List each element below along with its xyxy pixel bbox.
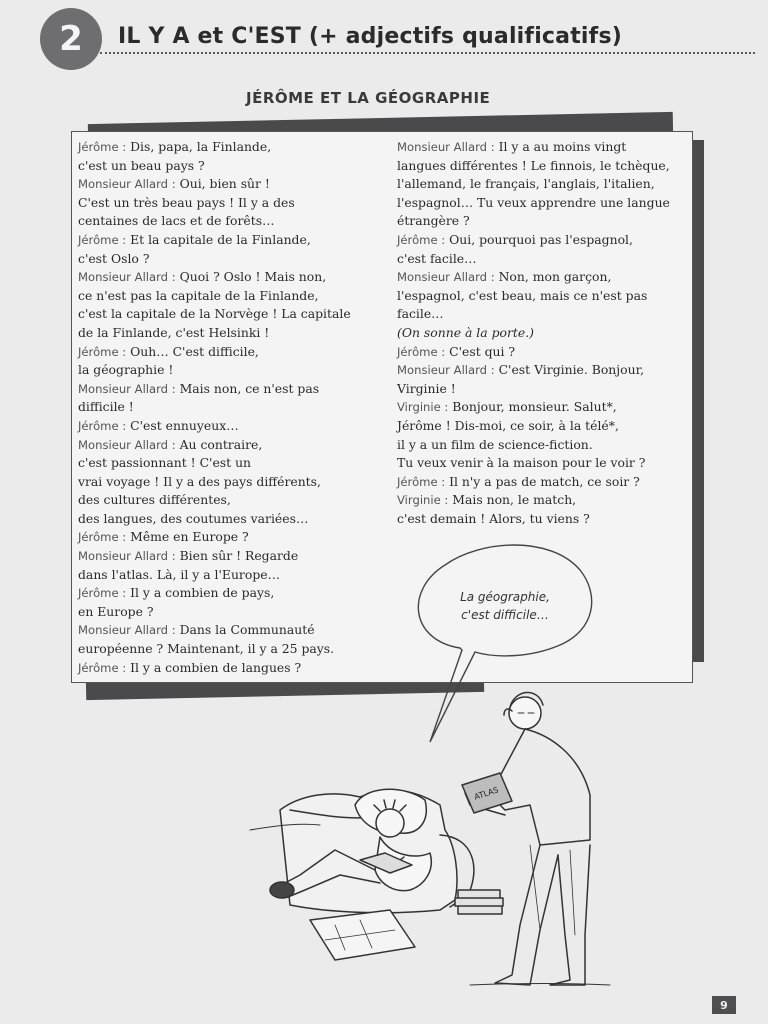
dialogue-text: des cultures différentes, <box>78 492 231 508</box>
dialogue-text: Virginie ! <box>397 380 456 396</box>
dialogue-text: c'est passionnant ! C'est un <box>78 455 252 471</box>
dialogue-line <box>78 324 378 343</box>
dialogue-line <box>397 398 687 417</box>
speaker-name: Jérôme : <box>78 586 127 601</box>
dialogue-line <box>78 510 378 529</box>
speaker-name: Monsieur Allard : <box>397 270 495 285</box>
speaker-name: Jérôme : <box>397 344 446 359</box>
dialogue-turn <box>397 361 687 398</box>
speaker-name: Monsieur Allard : <box>78 177 176 192</box>
dialogue-turn <box>397 473 687 492</box>
dialogue-text: il y a un film de science-fiction. <box>397 436 593 452</box>
dialogue-text: difficile ! <box>78 399 134 415</box>
dialogue-line <box>397 491 687 510</box>
speaker-name: Virginie : <box>397 400 449 415</box>
speaker-name: Monsieur Allard : <box>78 270 176 285</box>
dialogue-line <box>78 473 378 492</box>
chapter-number-badge: 2 <box>40 8 102 70</box>
title-dotted-rule <box>100 52 755 54</box>
dialogue-turn <box>78 528 378 547</box>
dialogue-text: c'est facile… <box>397 250 477 266</box>
dialogue-line <box>78 547 378 566</box>
dialogue-line <box>397 417 687 436</box>
dialogue-line <box>78 566 378 585</box>
dialogue-text: Oui, pourquoi pas l'espagnol, <box>445 231 633 247</box>
speaker-name: Jérôme : <box>397 474 446 489</box>
dialogue-text: Oui, bien sûr ! <box>175 176 270 192</box>
dialogue-line <box>397 361 687 380</box>
dialogue-turn <box>78 343 378 380</box>
dialogue-text: dans l'atlas. Là, il y a l'Europe… <box>78 566 280 582</box>
dialogue-turn <box>78 436 378 529</box>
dialogue-turn <box>397 491 687 528</box>
dialogue-text: l'allemand, le français, l'anglais, l'italien, <box>397 176 655 192</box>
dialogue-text: des langues, des coutumes variées… <box>78 510 309 526</box>
dialogue-line <box>397 212 687 231</box>
page-number: 9 <box>712 996 736 1014</box>
speaker-name: Monsieur Allard : <box>78 623 176 638</box>
dialogue-line <box>78 603 378 622</box>
dialogue-line <box>397 231 687 250</box>
dialogue-turn <box>78 268 378 342</box>
dialogue-text: facile… <box>397 306 444 322</box>
dialogue-text: étrangère ? <box>397 213 470 229</box>
chapter-title: IL Y A et C'EST (+ adjectifs qualificatifs) <box>118 24 622 49</box>
dialogue-text: la géographie ! <box>78 362 174 378</box>
dialogue-turn <box>397 343 687 362</box>
dialogue-line <box>78 250 378 269</box>
dialogue-turn <box>78 547 378 584</box>
dialogue-line <box>397 324 687 343</box>
dialogue-text: c'est Oslo ? <box>78 250 150 266</box>
speaker-name: Monsieur Allard : <box>78 437 176 452</box>
jerome-and-father-illustration <box>240 685 620 995</box>
dialogue-text: en Europe ? <box>78 603 154 619</box>
dialogue-text: C'est un très beau pays ! Il y a des <box>78 194 295 210</box>
dialogue-turn <box>78 659 378 678</box>
dialogue-turn <box>397 398 687 472</box>
speaker-name: Jérôme : <box>397 232 446 247</box>
speech-bubble-line-1: La géographie, <box>460 590 550 604</box>
dialogue-line <box>78 659 378 678</box>
speaker-name: Monsieur Allard : <box>78 549 176 564</box>
dialogue-line <box>78 343 378 362</box>
dialogue-line <box>78 287 378 306</box>
dialogue-text: Non, mon garçon, <box>494 269 612 285</box>
dialogue-text: ce n'est pas la capitale de la Finlande, <box>78 287 319 303</box>
stage-direction: (On sonne à la porte.) <box>397 324 534 340</box>
dialogue-line <box>397 194 687 213</box>
dialogue-text: Il y a combien de langues ? <box>126 659 302 675</box>
dialogue-line <box>397 175 687 194</box>
dialogue-line <box>78 417 378 436</box>
dialogue-line <box>78 398 378 417</box>
dialogue-line <box>78 454 378 473</box>
dialogue-line <box>78 138 378 157</box>
speech-bubble-text <box>440 588 570 624</box>
speaker-name: Jérôme : <box>78 232 127 247</box>
atlas-book-label: ATLAS <box>473 785 500 802</box>
dialogue-turn <box>78 380 378 417</box>
dialogue-line <box>397 436 687 455</box>
dialogue-text: c'est la capitale de la Norvège ! La capitale <box>78 306 351 322</box>
dialogue-text: Au contraire, <box>175 436 263 452</box>
dialogue-text: Quoi ? Oslo ! Mais non, <box>175 269 327 285</box>
dialogue-line <box>397 473 687 492</box>
dialogue-text: l'espagnol… Tu veux apprendre une langue <box>397 194 670 210</box>
dialogue-line <box>78 584 378 603</box>
dialogue-text: Dis, papa, la Finlande, <box>126 139 272 154</box>
dialogue-line <box>78 268 378 287</box>
dialogue-text: Tu veux venir à la maison pour le voir ? <box>397 455 646 471</box>
dialogue-text: C'est qui ? <box>445 343 516 359</box>
dialogue-text: Et la capitale de la Finlande, <box>126 231 311 247</box>
dialogue-text: Ouh… C'est difficile, <box>126 343 259 359</box>
dialogue-line <box>397 157 687 176</box>
dialogue-turn <box>78 231 378 268</box>
dialogue-line <box>78 640 378 659</box>
dialogue-turn <box>78 138 378 175</box>
dialogue-text: C'est Virginie. Bonjour, <box>494 362 645 378</box>
speech-bubble-line-2: c'est difficile… <box>461 608 549 622</box>
dialogue-line <box>78 231 378 250</box>
dialogue-text: Mais non, ce n'est pas <box>175 380 320 396</box>
dialogue-turn <box>78 417 378 436</box>
dialogue-turn <box>78 621 378 658</box>
speaker-name: Jérôme : <box>78 140 127 154</box>
dialogue-text: C'est ennuyeux… <box>126 417 239 433</box>
section-title: JÉRÔME ET LA GÉOGRAPHIE <box>246 89 491 107</box>
dialogue-line <box>397 138 687 157</box>
dialogue-line <box>78 491 378 510</box>
dialogue-turn <box>397 324 687 343</box>
speaker-name: Monsieur Allard : <box>397 363 495 378</box>
dialogue-line <box>78 361 378 380</box>
dialogue-line <box>78 212 378 231</box>
dialogue-text: Jérôme ! Dis-moi, ce soir, à la télé*, <box>397 417 619 433</box>
speaker-name: Monsieur Allard : <box>397 140 495 154</box>
dialogue-turn <box>78 175 378 231</box>
dialogue-text: Mais non, le match, <box>448 492 577 508</box>
dialogue-text: Il y a combien de pays, <box>126 585 275 601</box>
dialogue-turn <box>397 231 687 268</box>
dialogue-line <box>78 194 378 213</box>
dialogue-text: centaines de lacs et de forêts… <box>78 213 275 229</box>
dialogue-line <box>397 287 687 306</box>
dialogue-line <box>397 268 687 287</box>
dialogue-text: vrai voyage ! Il y a des pays différents, <box>78 473 321 489</box>
dialogue-line <box>78 157 378 176</box>
dialogue-line <box>397 343 687 362</box>
dialogue-line <box>397 305 687 324</box>
speaker-name: Jérôme : <box>78 660 127 675</box>
dialogue-text: c'est un beau pays ? <box>78 157 205 173</box>
dialogue-text: de la Finlande, c'est Helsinki ! <box>78 324 270 340</box>
dialogue-right-column <box>397 138 687 528</box>
speaker-name: Jérôme : <box>78 418 127 433</box>
dialogue-text: Dans la Communauté <box>175 622 315 638</box>
dialogue-text: européenne ? Maintenant, il y a 25 pays. <box>78 641 335 657</box>
speaker-name: Virginie : <box>397 493 449 508</box>
dialogue-line <box>78 305 378 324</box>
dialogue-line <box>78 175 378 194</box>
dialogue-text: Bien sûr ! Regarde <box>175 548 299 564</box>
dialogue-text: Même en Europe ? <box>126 529 249 545</box>
speaker-name: Monsieur Allard : <box>78 381 176 396</box>
speaker-name: Jérôme : <box>78 530 127 545</box>
dialogue-line <box>78 528 378 547</box>
dialogue-text: langues différentes ! Le finnois, le tchèque, <box>397 157 670 173</box>
dialogue-text: Bonjour, monsieur. Salut*, <box>448 399 617 415</box>
dialogue-line <box>397 380 687 399</box>
dialogue-text: l'espagnol, c'est beau, mais ce n'est pas <box>397 287 648 303</box>
dialogue-line <box>78 621 378 640</box>
dialogue-text: Il y a au moins vingt <box>494 139 627 154</box>
dialogue-line <box>397 510 687 529</box>
dialogue-turn <box>397 268 687 324</box>
dialogue-text: Il n'y a pas de match, ce soir ? <box>445 473 640 489</box>
dialogue-left-column <box>78 138 378 677</box>
speaker-name: Jérôme : <box>78 344 127 359</box>
dialogue-text: c'est demain ! Alors, tu viens ? <box>397 510 590 526</box>
dialogue-turn <box>397 138 687 231</box>
dialogue-line <box>397 454 687 473</box>
dialogue-line <box>78 380 378 399</box>
dialogue-line <box>78 436 378 455</box>
dialogue-line <box>397 250 687 269</box>
dialogue-turn <box>78 584 378 621</box>
